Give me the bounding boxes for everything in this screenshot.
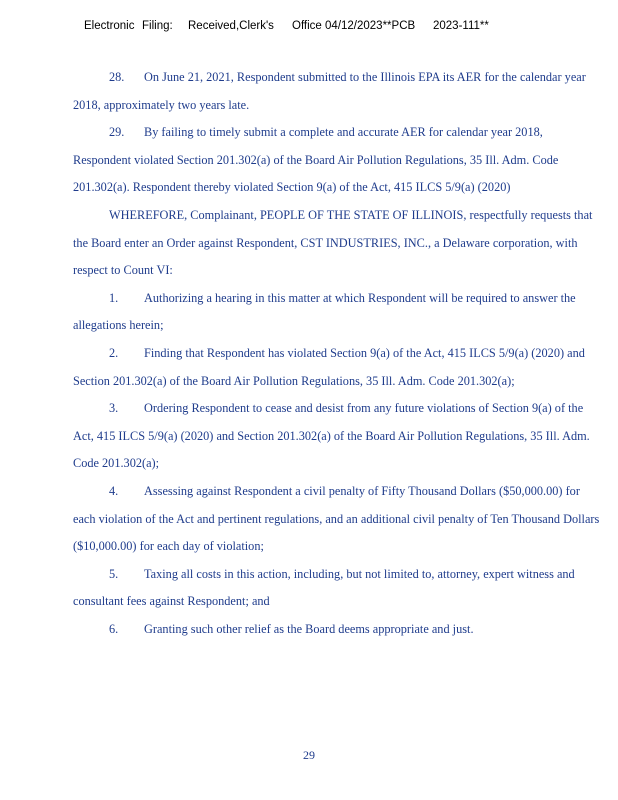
paragraph-text: Authorizing a hearing in this matter at which Respondent will be required to answer the allegations herein; (73, 290, 576, 333)
paragraph-number: 3. (109, 401, 119, 416)
wherefore-paragraph (73, 202, 603, 285)
paragraph-text: On June 21, 2021, Respondent submitted to the Illinois EPA its AER for the calendar year 2018, approximately two years late. (73, 70, 586, 112)
document-body (73, 64, 603, 643)
paragraph-text: Taxing all costs in this action, including, but not limited to, attorney, expert witness and consultant fees against Respondent; and (73, 566, 575, 609)
paragraph-number: 2. (109, 345, 119, 360)
paragraph-text: Ordering Respondent to cease and desist from any future violations of Section 9(a) of the Act, 415 ILCS 5/9(a) (2020) and Section 201.302(a) of the Board Air Pollution Regulations, 35 Ill. Adm. Code 201.302(a); (73, 401, 590, 471)
prayer-item-6 (73, 616, 603, 644)
paragraph-number: 29. (109, 125, 125, 140)
paragraph-number: 5. (109, 566, 119, 581)
paragraph-text: Finding that Respondent has violated Section 9(a) of the Act, 415 ILCS 5/9(a) (2020) and Section 201.302(a) of the Board Air Pollution Regulations, 35 Ill. Adm. Code 201.302(a); (73, 345, 585, 388)
header-docket-number: 2023-111** (433, 20, 489, 32)
paragraph-28 (73, 64, 603, 119)
paragraph-number: 28. (109, 70, 125, 84)
paragraph-number: 6. (109, 621, 119, 636)
paragraph-text: By failing to timely submit a complete and accurate AER for calendar year 2018, Respondent violated Section 201.302(a) of the Board Air Pollution Regulations, 35 Ill. Adm. Code 201.302(a). Respondent thereby violated Section 9(a) of the Act, 415 ILCS 5/9(a) (2020) (73, 125, 559, 195)
prayer-item-5 (73, 561, 603, 616)
header-received: Received,Clerk's (188, 20, 274, 32)
prayer-item-3 (73, 395, 603, 478)
paragraph-number: 1. (109, 290, 119, 305)
prayer-item-2 (73, 340, 603, 395)
prayer-item-1 (73, 285, 603, 340)
header-filing: Filing: (142, 20, 173, 32)
paragraph-text: Assessing against Respondent a civil penalty of Fifty Thousand Dollars ($50,000.00) for each violation of the Act and pertinent regulations, and an additional civil penalty of Ten Thousand Dollars ($10,000.00) for each day of violation; (73, 483, 600, 554)
paragraph-text: WHEREFORE, Complainant, PEOPLE OF THE STATE OF ILLINOIS, respectfully requests that the Board enter an Order against Respondent, CST INDUSTRIES, INC., a Delaware corporation, with respect to Count VI: (73, 207, 593, 278)
page-number: 29 (303, 748, 315, 762)
paragraph-text: Granting such other relief as the Board deems appropriate and just. (144, 621, 474, 636)
paragraph-number: 4. (109, 483, 119, 498)
header-office-date: Office 04/12/2023**PCB (292, 20, 416, 32)
filing-header (84, 20, 489, 32)
prayer-item-4 (73, 478, 603, 561)
header-electronic: Electronic (84, 20, 135, 32)
paragraph-29 (73, 119, 603, 202)
